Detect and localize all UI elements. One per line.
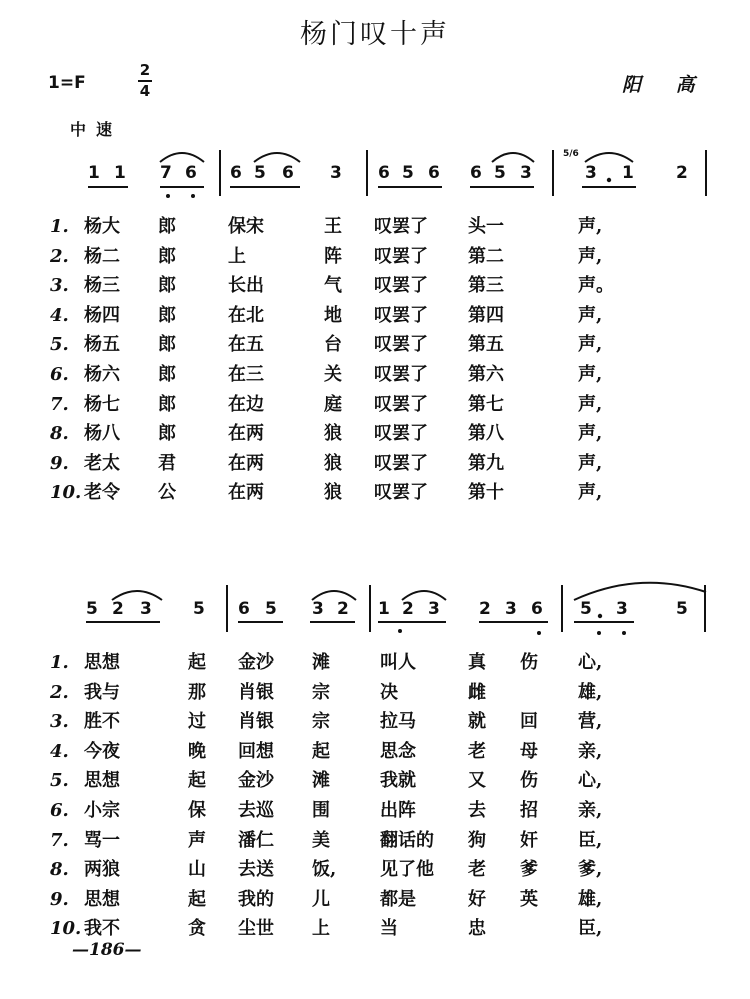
- lyric-syllable: 骂一: [84, 829, 120, 851]
- lyric-syllable: 关: [324, 363, 342, 385]
- lyric-syllable: 杨六: [84, 363, 120, 385]
- lyric-syllable: 叹罢了: [374, 393, 428, 415]
- lyric-syllable: 美: [312, 829, 330, 851]
- lyric-syllable: 第五: [468, 334, 504, 356]
- lyric-syllable: 头一: [468, 216, 504, 237]
- lyric-syllable: 在两: [228, 482, 264, 504]
- verse-number: 5.: [50, 334, 69, 356]
- lyric-syllable: 君: [158, 452, 176, 474]
- lyric-syllable: 郎: [158, 216, 176, 237]
- lyric-syllable: 杨四: [84, 304, 120, 326]
- lyric-syllable: 起: [188, 652, 206, 673]
- line2-note: 3: [428, 599, 440, 619]
- lyric-syllable: 声,: [578, 363, 603, 385]
- lyric-syllable: 声,: [578, 216, 603, 237]
- line1-note: 6: [428, 163, 440, 183]
- lyric-syllable: 叹罢了: [374, 482, 428, 504]
- lyric-syllable: 又: [468, 770, 486, 792]
- lyric-syllable: 决: [380, 681, 398, 703]
- lyric-syllable: 郎: [158, 304, 176, 326]
- line2-note: 5: [86, 599, 98, 619]
- lyric-syllable: 郎: [158, 363, 176, 385]
- line2-note: 3: [616, 599, 628, 619]
- line2-note: 5: [265, 599, 277, 619]
- slur: [160, 153, 204, 162]
- line1-note: 5: [402, 163, 414, 183]
- lyric-syllable: 晚: [188, 740, 206, 762]
- lyric-syllable: 爹,: [578, 859, 603, 881]
- line1-note: 1: [622, 163, 634, 183]
- meter-bottom: 4: [139, 82, 151, 100]
- lyric-syllable: 第八: [468, 423, 504, 445]
- slur: [574, 583, 706, 600]
- slur: [492, 153, 534, 162]
- lyric-syllable: 叹罢了: [374, 275, 428, 297]
- lyric-syllable: 郎: [158, 334, 176, 356]
- lyric-syllable: 宗: [312, 711, 330, 733]
- line2-note: 5: [580, 599, 592, 619]
- lyric-syllable: 拉马: [380, 711, 416, 733]
- lyric-syllable: 忠: [468, 918, 486, 940]
- slur: [312, 591, 356, 600]
- tempo-marking: 中速: [70, 120, 123, 139]
- lyric-syllable: 第九: [468, 452, 504, 474]
- lyric-syllable: 狼: [324, 452, 342, 474]
- lyric-syllable: 真: [468, 652, 486, 673]
- line1-note: 3: [585, 163, 597, 183]
- line2-note: 1: [378, 599, 390, 619]
- lyric-syllable: 滩: [312, 652, 330, 673]
- verse-number: 10.: [50, 482, 82, 504]
- lyric-syllable: 伤: [520, 652, 538, 673]
- lyric-syllable: 奸: [520, 829, 538, 851]
- lyric-syllable: 郎: [158, 423, 176, 445]
- line2-note: 3: [505, 599, 517, 619]
- song-title: 杨门叹十声: [300, 19, 450, 50]
- lyric-syllable: 在三: [228, 363, 264, 385]
- composer: 阳 高: [622, 74, 695, 96]
- verse-number: 6.: [50, 799, 69, 821]
- lyric-syllable: 爹: [520, 859, 538, 881]
- lyric-syllable: 郎: [158, 275, 176, 297]
- verse-number: 2.: [50, 245, 69, 267]
- verse-number: 1.: [50, 216, 69, 237]
- lyric-syllable: 伤: [520, 770, 538, 792]
- lyric-syllable: 当: [380, 918, 398, 940]
- lyric-syllable: 声: [188, 829, 206, 851]
- lyric-syllable: 老: [468, 859, 486, 881]
- lyric-syllable: 声,: [578, 304, 603, 326]
- verse-number: 7.: [50, 829, 69, 851]
- lyric-syllable: 思想: [84, 652, 120, 673]
- grace-note: 5/6: [563, 149, 579, 159]
- line2-note: 3: [140, 599, 152, 619]
- verse-number: 6.: [50, 363, 69, 385]
- lyric-syllable: 思念: [380, 740, 416, 762]
- lyric-syllable: 杨大: [84, 216, 120, 237]
- lyric-syllable: 我的: [238, 888, 274, 910]
- lyric-syllable: 那: [188, 681, 206, 703]
- lyric-syllable: 营,: [578, 711, 603, 733]
- lyric-syllable: 王: [324, 216, 342, 237]
- lyric-syllable: 去巡: [238, 799, 274, 821]
- slur: [585, 153, 633, 162]
- lyric-syllable: 叫人: [380, 652, 416, 673]
- lyric-syllable: 长出: [228, 275, 264, 297]
- verse-number: 9.: [50, 452, 69, 474]
- lyric-syllable: 我与: [84, 681, 120, 703]
- lyric-syllable: 老: [468, 740, 486, 762]
- slur: [402, 591, 446, 600]
- lyric-syllable: 臣,: [578, 918, 603, 940]
- lyric-syllable: 雄,: [578, 681, 603, 703]
- lyric-syllable: 在五: [228, 334, 264, 356]
- lyric-syllable: 起: [188, 888, 206, 910]
- line1-note: 1: [114, 163, 126, 183]
- lyric-syllable: 叹罢了: [374, 452, 428, 474]
- lyric-syllable: 气: [324, 275, 342, 297]
- verse-number: 9.: [50, 888, 69, 910]
- lyric-syllable: 思想: [84, 888, 120, 910]
- lyric-syllable: 滩: [312, 770, 330, 792]
- lyric-syllable: 叹罢了: [374, 304, 428, 326]
- lyric-syllable: 叹罢了: [374, 423, 428, 445]
- line2-note: 5: [193, 599, 205, 619]
- lyric-syllable: 好: [468, 888, 486, 910]
- verse-number: 2.: [50, 681, 69, 703]
- lyric-syllable: 声,: [578, 452, 603, 474]
- line1-note: 6: [185, 163, 197, 183]
- line1-note: 3: [520, 163, 532, 183]
- lyric-syllable: 围: [312, 799, 330, 821]
- lyric-syllable: 阵: [324, 245, 342, 267]
- lyric-syllable: 上: [312, 918, 330, 940]
- lyric-syllable: 在两: [228, 452, 264, 474]
- lyric-syllable: 英: [520, 888, 538, 910]
- lyric-syllable: 地: [324, 304, 342, 326]
- line1-note: 3: [330, 163, 342, 183]
- lyric-syllable: 金沙: [238, 770, 274, 792]
- line1-note: 1: [88, 163, 100, 183]
- lyric-syllable: 公: [158, 482, 176, 504]
- lyric-syllable: 老令: [84, 482, 120, 504]
- page-number: —186—: [72, 940, 142, 960]
- line1-note: 7: [160, 163, 172, 183]
- lyric-syllable: 心,: [578, 652, 603, 673]
- lyric-syllable: 我就: [380, 770, 416, 792]
- lyric-syllable: 贪: [188, 918, 206, 940]
- lyric-syllable: 在两: [228, 423, 264, 445]
- lyric-syllable: 狼: [324, 482, 342, 504]
- lyric-syllable: 宗: [312, 681, 330, 703]
- lyric-syllable: 思想: [84, 770, 120, 792]
- line2-note: 2: [112, 599, 124, 619]
- verse-number: 3.: [50, 711, 69, 733]
- lyric-syllable: 雄,: [578, 888, 603, 910]
- lyric-syllable: 亲,: [578, 740, 603, 762]
- lyric-syllable: 叹罢了: [374, 245, 428, 267]
- lyric-syllable: 招: [520, 799, 538, 821]
- lyric-syllable: 声,: [578, 482, 603, 504]
- lyric-syllable: 山: [188, 859, 206, 881]
- lyric-syllable: 去: [468, 799, 486, 821]
- lyric-syllable: 叹罢了: [374, 216, 428, 237]
- lyric-syllable: 肖银: [238, 681, 274, 703]
- lyric-syllable: 狼: [324, 423, 342, 445]
- lyric-syllable: 杨五: [84, 334, 120, 356]
- line2-note: 6: [531, 599, 543, 619]
- lyric-syllable: 叹罢了: [374, 334, 428, 356]
- lyric-syllable: 小宗: [84, 799, 120, 821]
- line2-note: 5: [676, 599, 688, 619]
- lyric-syllable: 出阵: [380, 799, 416, 821]
- verse-number: 1.: [50, 652, 69, 673]
- lyric-syllable: 第四: [468, 304, 504, 326]
- lyric-syllable: 杨八: [84, 423, 120, 445]
- lyric-syllable: 雌: [468, 681, 486, 703]
- lyric-syllable: 保: [188, 799, 206, 821]
- lyric-syllable: 保宋: [228, 216, 264, 237]
- lyric-syllable: 见了他: [380, 859, 434, 881]
- lyric-syllable: 尘世: [238, 918, 274, 940]
- lyric-syllable: 郎: [158, 393, 176, 415]
- lyric-syllable: 庭: [324, 393, 342, 415]
- line2-note: 2: [337, 599, 349, 619]
- lyric-syllable: 老太: [84, 452, 120, 474]
- lyric-syllable: 声。: [578, 275, 614, 297]
- lyric-syllable: 声,: [578, 245, 603, 267]
- lyric-syllable: 我不: [84, 918, 120, 940]
- lyric-syllable: 上: [228, 245, 246, 267]
- lyric-syllable: 儿: [312, 888, 330, 910]
- key-signature: 1=F: [48, 73, 86, 93]
- line1-note: 6: [282, 163, 294, 183]
- meter-top: 2: [139, 61, 151, 79]
- lyric-syllable: 金沙: [238, 652, 274, 673]
- lyric-syllable: 声,: [578, 423, 603, 445]
- verse-number: 8.: [50, 423, 69, 445]
- lyric-syllable: 过: [188, 711, 206, 733]
- lyric-syllable: 就: [468, 711, 486, 733]
- line2-note: 2: [402, 599, 414, 619]
- slur: [254, 153, 300, 162]
- lyric-syllable: 声,: [578, 334, 603, 356]
- verse-number: 7.: [50, 393, 69, 415]
- lyric-syllable: 母: [520, 740, 538, 762]
- lyric-syllable: 郎: [158, 245, 176, 267]
- lyric-syllable: 去送: [238, 859, 274, 881]
- lyric-syllable: 杨七: [84, 393, 120, 415]
- lyric-syllable: 胜不: [84, 711, 120, 733]
- lyric-syllable: 狗: [468, 829, 486, 851]
- lyric-syllable: 第二: [468, 245, 504, 267]
- lyric-syllable: 在北: [228, 304, 264, 326]
- lyric-syllable: 第七: [468, 393, 504, 415]
- lyric-syllable: 都是: [380, 888, 416, 910]
- line2-note: 3: [312, 599, 324, 619]
- lyric-syllable: 亲,: [578, 799, 603, 821]
- lyric-syllable: 臣,: [578, 829, 603, 851]
- lyric-syllable: 心,: [578, 770, 603, 792]
- verse-number: 10.: [50, 918, 82, 940]
- line1-note: 6: [378, 163, 390, 183]
- verse-number: 4.: [50, 304, 69, 326]
- line1-note: 6: [470, 163, 482, 183]
- lyric-syllable: 起: [188, 770, 206, 792]
- lyric-syllable: 回想: [238, 740, 274, 762]
- line2-note: 2: [479, 599, 491, 619]
- lyric-syllable: 两狼: [84, 859, 120, 881]
- verse-number: 8.: [50, 859, 69, 881]
- lyric-syllable: 杨二: [84, 245, 120, 267]
- line1-note: 6: [230, 163, 242, 183]
- verse-number: 3.: [50, 275, 69, 297]
- lyric-syllable: 今夜: [84, 740, 120, 762]
- lyric-syllable: 第三: [468, 275, 504, 297]
- lyric-syllable: 在边: [228, 393, 264, 415]
- lyric-syllable: 饭,: [312, 859, 337, 881]
- lyric-syllable: 回: [520, 711, 538, 733]
- lyric-syllable: 第十: [468, 482, 504, 504]
- lyric-syllable: 起: [312, 740, 330, 762]
- line1-note: 2: [676, 163, 688, 183]
- lyric-syllable: 翻话的: [380, 829, 434, 851]
- lyric-syllable: 台: [324, 334, 342, 356]
- line1-note: 5: [494, 163, 506, 183]
- lyric-syllable: 叹罢了: [374, 363, 428, 385]
- slur: [112, 591, 162, 600]
- lyric-syllable: 第六: [468, 363, 504, 385]
- lyric-syllable: 杨三: [84, 275, 120, 297]
- line2-note: 6: [238, 599, 250, 619]
- line1-note: 5: [254, 163, 266, 183]
- verse-number: 5.: [50, 770, 69, 792]
- verse-number: 4.: [50, 740, 69, 762]
- lyric-syllable: 肖银: [238, 711, 274, 733]
- lyric-syllable: 声,: [578, 393, 603, 415]
- lyric-syllable: 潘仁: [238, 829, 274, 851]
